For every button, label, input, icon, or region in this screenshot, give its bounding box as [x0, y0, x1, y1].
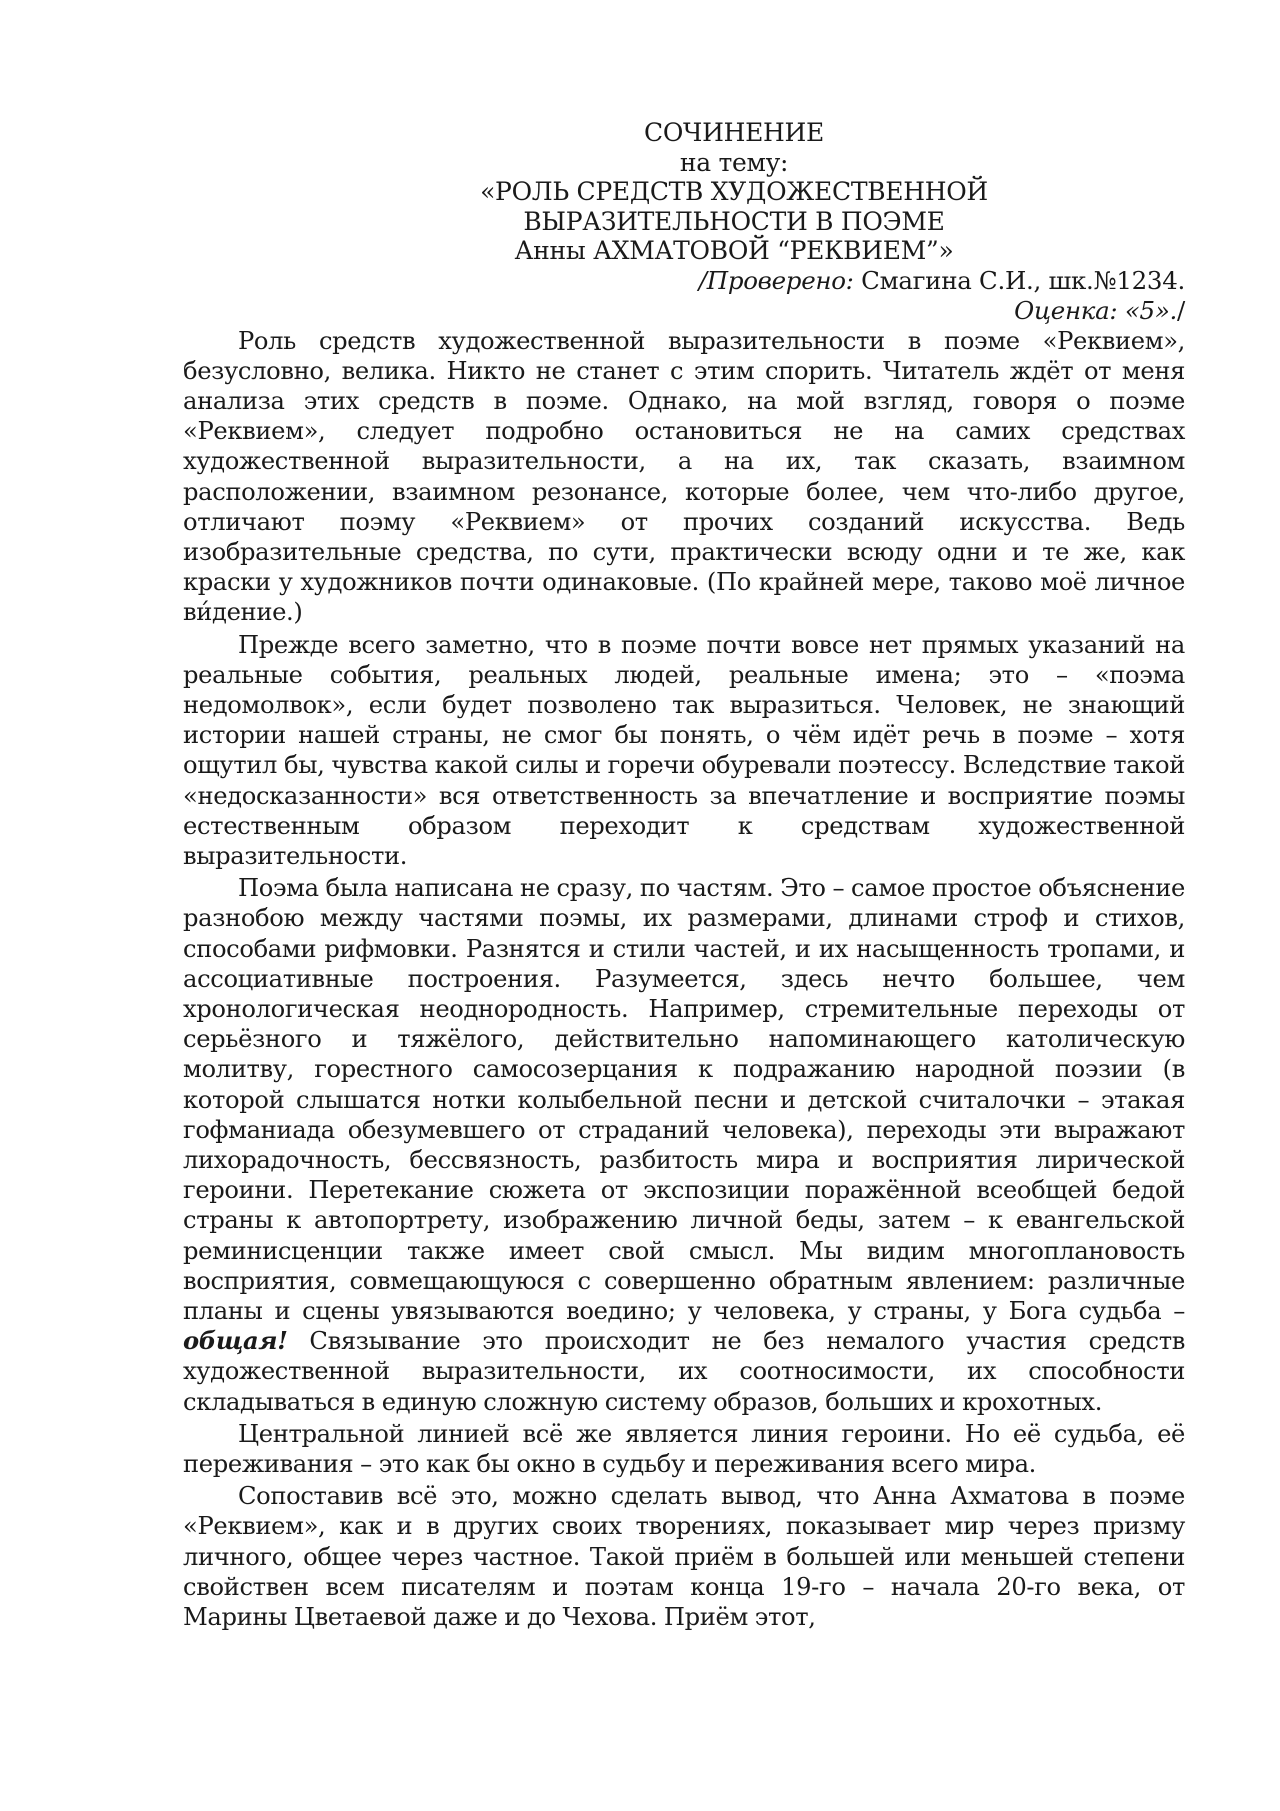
title-line-1: СОЧИНЕНИЕ: [644, 118, 824, 147]
paragraph-3-part-1: Поэма была написана не сразу, по частям. Это – самое простое объяснение разнобою между частями поэмы, их размерами, длинами строф и стихов, способами рифмовки. Разнятся и стили частей, и их насыщенность тропами, и ассоциативные построения. Разумеется, здесь нечто большее, чем хронологическая неоднородность. Например, стремительные переходы от серьёзного и тяжёлого, действительно напоминающего католическую молитву, горестного самосозерцания к подражанию народной поэзии (в которой слышатся нотки колыбельной песни и детской считалочки – этакая гофманиада обезумевшего от страданий человека), переходы эти выражают лихорадочность, бессвязность, разбитость мира и восприятия лирической героини. Перетекание сюжета от экспозиции поражённой всеобщей бедой страны к автопортрету, изображению личной беды, затем – к евангельской реминисценции также имеет свой смысл. Мы видим многоплановость восприятия, совмещающуюся с совершенно обратным явлением: различные планы и сцены увязываются воедино; у человека, у страны, у Бога судьба –: [183, 874, 1185, 1325]
paragraph-3-emphasis: общая!: [183, 1326, 288, 1356]
checked-by-name: Смагина С.И., шк.№1234.: [853, 265, 1185, 295]
grade-text: Оценка: «5».: [1014, 295, 1178, 325]
title-line-2: на тему:: [679, 147, 789, 177]
essay-title: [283, 118, 1185, 266]
essay-body: [183, 326, 1185, 1633]
paragraph-1: Роль средств художественной выразительности в поэме «Реквием», безусловно, велика. Никто не станет с этим спорить. Читатель ждёт от меня анализа этих средств в поэме. Однако, на мой взгляд, говоря о поэме «Реквием», следует подробно остановиться не на самих средствах художественной выразительности, а на их, так сказать, взаимном расположении, взаимном резонансе, которые более, чем что-либо другое, отличают поэму «Реквием» от прочих созданий искусства. Ведь изобразительные средства, по сути, практически всюду одни и те же, как краски у художников почти одинаковые. (По крайней мере, таково моё личное ви́дение.): [183, 326, 1185, 627]
title-line-4: ВЫРАЗИТЕЛЬНОСТИ В ПОЭМЕ: [523, 206, 945, 236]
paragraph-5: Сопоставив всё это, можно сделать вывод, что Анна Ахматова в поэме «Реквием», как и в других своих творениях, показывает мир через призму личного, общее через частное. Такой приём в большей или меньшей степени свойствен всем писателям и поэтам конца 19-го – начала 20-го века, от Марины Цветаевой даже и до Чехова. Приём этот,: [183, 1482, 1185, 1632]
document-page: [183, 118, 1185, 1634]
grade-end: /: [1177, 295, 1185, 325]
paragraph-3: [183, 873, 1185, 1417]
checked-by-line: [183, 266, 1185, 296]
grade-line: [183, 296, 1185, 326]
checked-label: /Проверено:: [698, 265, 854, 295]
title-line-5: Анны АХМАТОВОЙ “РЕКВИЕМ”»: [514, 236, 954, 265]
paragraph-2: Прежде всего заметно, что в поэме почти вовсе нет прямых указаний на реальные события, реальных людей, реальные имена; это – «поэма недомолвок», если будет позволено так выразиться. Человек, не знающий истории нашей страны, не смог бы понять, о чём идёт речь в поэме – хотя ощутил бы, чувства какой силы и горечи обуревали поэтессу. Вследствие такой «недосказанности» вся ответственность за впечатление и восприятие поэмы естественным образом переходит к средствам художественной выразительности.: [183, 630, 1185, 870]
title-line-3: «РОЛЬ СРЕДСТВ ХУДОЖЕСТВЕННОЙ: [480, 177, 988, 206]
paragraph-4: Центральной линией всё же является линия героини. Но её судьба, её переживания – это как бы окно в судьбу и переживания всего мира.: [183, 1419, 1185, 1479]
paragraph-3-part-2: Связывание это происходит не без немалого участия средств художественной выразительности, их соотносимости, их способности складываться в единую сложную систему образов, больших и крохотных.: [183, 1327, 1185, 1416]
